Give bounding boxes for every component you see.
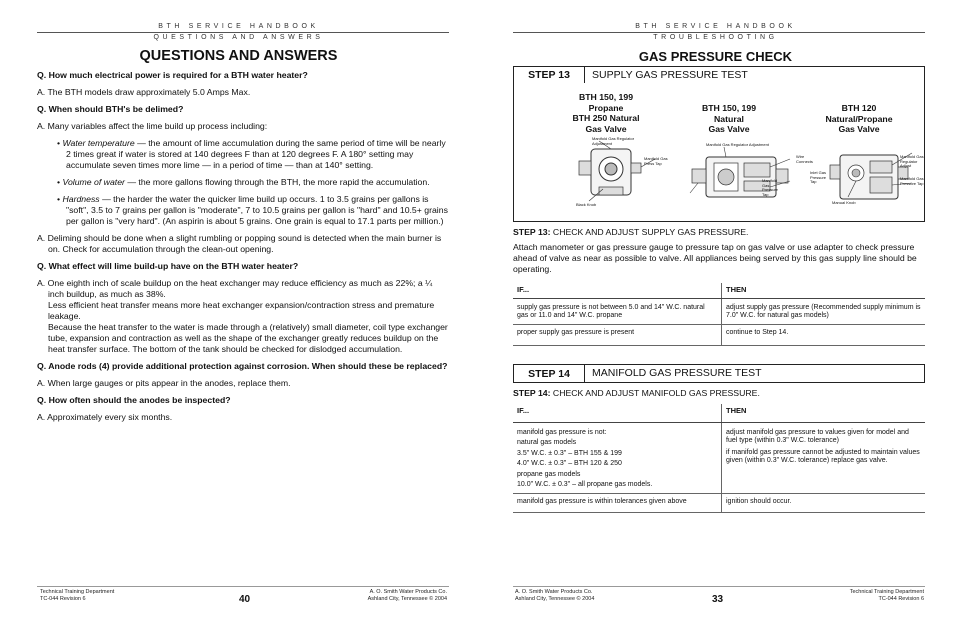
diagram-label: Manifold Gas Pressure Tap: [762, 178, 779, 197]
answer: A. Many variables affect the lime build up process including:: [37, 121, 268, 131]
step13-table: [513, 283, 925, 346]
diagram-label: Black Knob: [576, 202, 597, 207]
page-number: 33: [712, 594, 724, 605]
diagram-label: Inlet Gas Pressure Tap: [810, 170, 827, 184]
step13-heading: STEP 13: CHECK AND ADJUST SUPPLY GAS PRESSURE.: [513, 227, 749, 237]
step-number: STEP 14: [514, 365, 585, 382]
table-row: manifold gas pressure is within tolerances given above ignition should occur.: [513, 493, 925, 513]
question: Q. What effect will lime build-up have on the BTH water heater?: [37, 261, 299, 271]
table-row: proper supply gas pressure is present continue to Step 14.: [513, 324, 925, 346]
bullet-item: • Volume of water — the more gallons flowing through the BTH, the more rapid the accumulation.: [57, 177, 430, 187]
footer-left: Technical Training Department TC-044 Revision 6: [40, 589, 115, 602]
section-header: QUESTIONS AND ANSWERS: [153, 34, 324, 41]
bullet-item: • Hardness — the harder the water the quicker lime build up occurs. 1 to 3.5 grains per gallons is "soft", 3.5 to 7 grains per gallon is "moderate", 7 to 10.5 grains per gallon is "hard" and 10.5+ grains per gallon is "very hard". (An aspirin is about 5 grains. One grain is equal to 17.1 parts per million.): [57, 194, 448, 226]
gas-valve-diagram-1: [569, 136, 684, 209]
page-title: QUESTIONS AND ANSWERS: [139, 48, 338, 64]
section-header: TROUBLESHOOTING: [653, 34, 778, 41]
valve-label-1: BTH 150, 199 Propane BTH 250 Natural Gas Valve: [572, 92, 640, 134]
question: Q. How much electrical power is required for a BTH water heater?: [37, 70, 308, 80]
step13-instructions: Attach manometer or gas pressure gauge to pressure tap on gas valve or use adapter to check pressure ahead of valve as near as possible to valve. All appliances being served by this gas supply line should be operating.: [513, 242, 917, 274]
question: Q. How often should the anodes be inspected?: [37, 395, 231, 405]
step-title: MANIFOLD GAS PRESSURE TEST: [592, 367, 762, 379]
step14-table: [513, 404, 925, 513]
answer: A. Approximately every six months.: [37, 412, 173, 422]
diagram-label: Manifold Gas Regulator Adjust: [900, 154, 924, 168]
step14-panel: [513, 364, 925, 383]
page-title: GAS PRESSURE CHECK: [638, 49, 793, 64]
table-header-row: IF... THEN: [513, 404, 925, 422]
question: Q. Anode rods (4) provide additional protection against corrosion. When should these be replaced?: [37, 361, 448, 371]
running-header: BTH SERVICE HANDBOOK: [158, 23, 319, 30]
answer: A. The BTH models draw approximately 5.0 Amps Max.: [37, 87, 251, 97]
footer-right: A. O. Smith Water Products Co. Ashland City, Tennessee © 2004: [367, 589, 447, 602]
question: Q. When should BTH's be delimed?: [37, 104, 184, 114]
diagram-label: Manifold Gas Regulator Adjustment: [592, 136, 635, 146]
bullet-item: • Water temperature — the amount of lime accumulation during the same period of time will be nearly 2 times great if water is stored at 140 degrees F than at 120 degrees F. A 180° setting may accumulate seven times more lime — in a period of time — than at 140° setting.: [57, 138, 446, 170]
footer-rule: [37, 586, 449, 587]
table-row: manifold gas pressure is not: natural gas models 3.5" W.C. ± 0.3" – BTH 155 & 199 4.0" W.C. ± 0.3" – BTH 120 & 250 propane gas models 10.0" W.C. ± 0.3" – all propane gas models. adjust manifold gas pressure to values given for model and fuel type (within 0.3" W.C. tolerance) if manifold gas pressure cannot be adjusted to maintain values given (within 0.3" W.C. tolerance) replace gas valve.: [513, 422, 925, 493]
right-page: [477, 0, 954, 618]
step13-panel: [513, 66, 925, 222]
footer-right: Technical Training Department TC-044 Revision 6: [849, 589, 924, 602]
answer: A. Deliming should be done when a slight rumbling or popping sound is detected when the main burner is on. Check for accumulation through the clean-out opening.: [37, 233, 442, 254]
table-row: supply gas pressure is not between 5.0 and 14" W.C. natural gas or 11.0 and 14" W.C. propane adjust supply gas pressure (Recommended supply minimum is 7.0" W.C. for natural gas models): [513, 298, 925, 324]
diagram-label: Wire Connects: [796, 154, 813, 164]
step-title: SUPPLY GAS PRESSURE TEST: [592, 69, 748, 81]
header-rule: [37, 32, 449, 33]
answer: A. When large gauges or pits appear in the anodes, replace them.: [37, 378, 291, 388]
footer-left: A. O. Smith Water Products Co. Ashland City, Tennessee © 2004: [515, 589, 595, 602]
table-header-row: IF... THEN: [513, 283, 925, 298]
page-number: 40: [239, 594, 251, 605]
footer-rule: [513, 586, 925, 587]
header-rule: [513, 32, 925, 33]
answer: A. One eighth inch of scale buildup on the heat exchanger may reduce efficiency as much as 22%; a ¼ inch buildup, as much as 38%. Less efficient heat transfer means more heat exchanger expansion/contraction stress and premature leakage. Because the heat transfer to the water is made through a (relatively) small diameter, coil type exchanger tube, expansion and contraction as well as the shape of the exchanger greatly reduces buildup on the heat transfer surface. The bottom of the tank should be checked for dislodged accumulation.: [37, 278, 448, 354]
diagram-label: Manual Knob: [832, 200, 856, 205]
step14-heading: STEP 14: CHECK AND ADJUST MANIFOLD GAS PRESSURE.: [513, 388, 760, 398]
diagram-label: Manifold Gas Pressure Tap: [900, 176, 924, 186]
diagram-label: Manifold Gas Regulator Adjustment: [706, 142, 769, 147]
valve-label-3: BTH 120 Natural/Propane Gas Valve: [825, 103, 893, 134]
qa-content: [37, 70, 449, 429]
valve-label-2: BTH 150, 199 Natural Gas Valve: [701, 103, 757, 134]
step-number: STEP 13: [514, 67, 585, 83]
running-header: BTH SERVICE HANDBOOK: [635, 23, 796, 30]
diagram-label: Manifold Gas Press Tap: [644, 156, 668, 166]
